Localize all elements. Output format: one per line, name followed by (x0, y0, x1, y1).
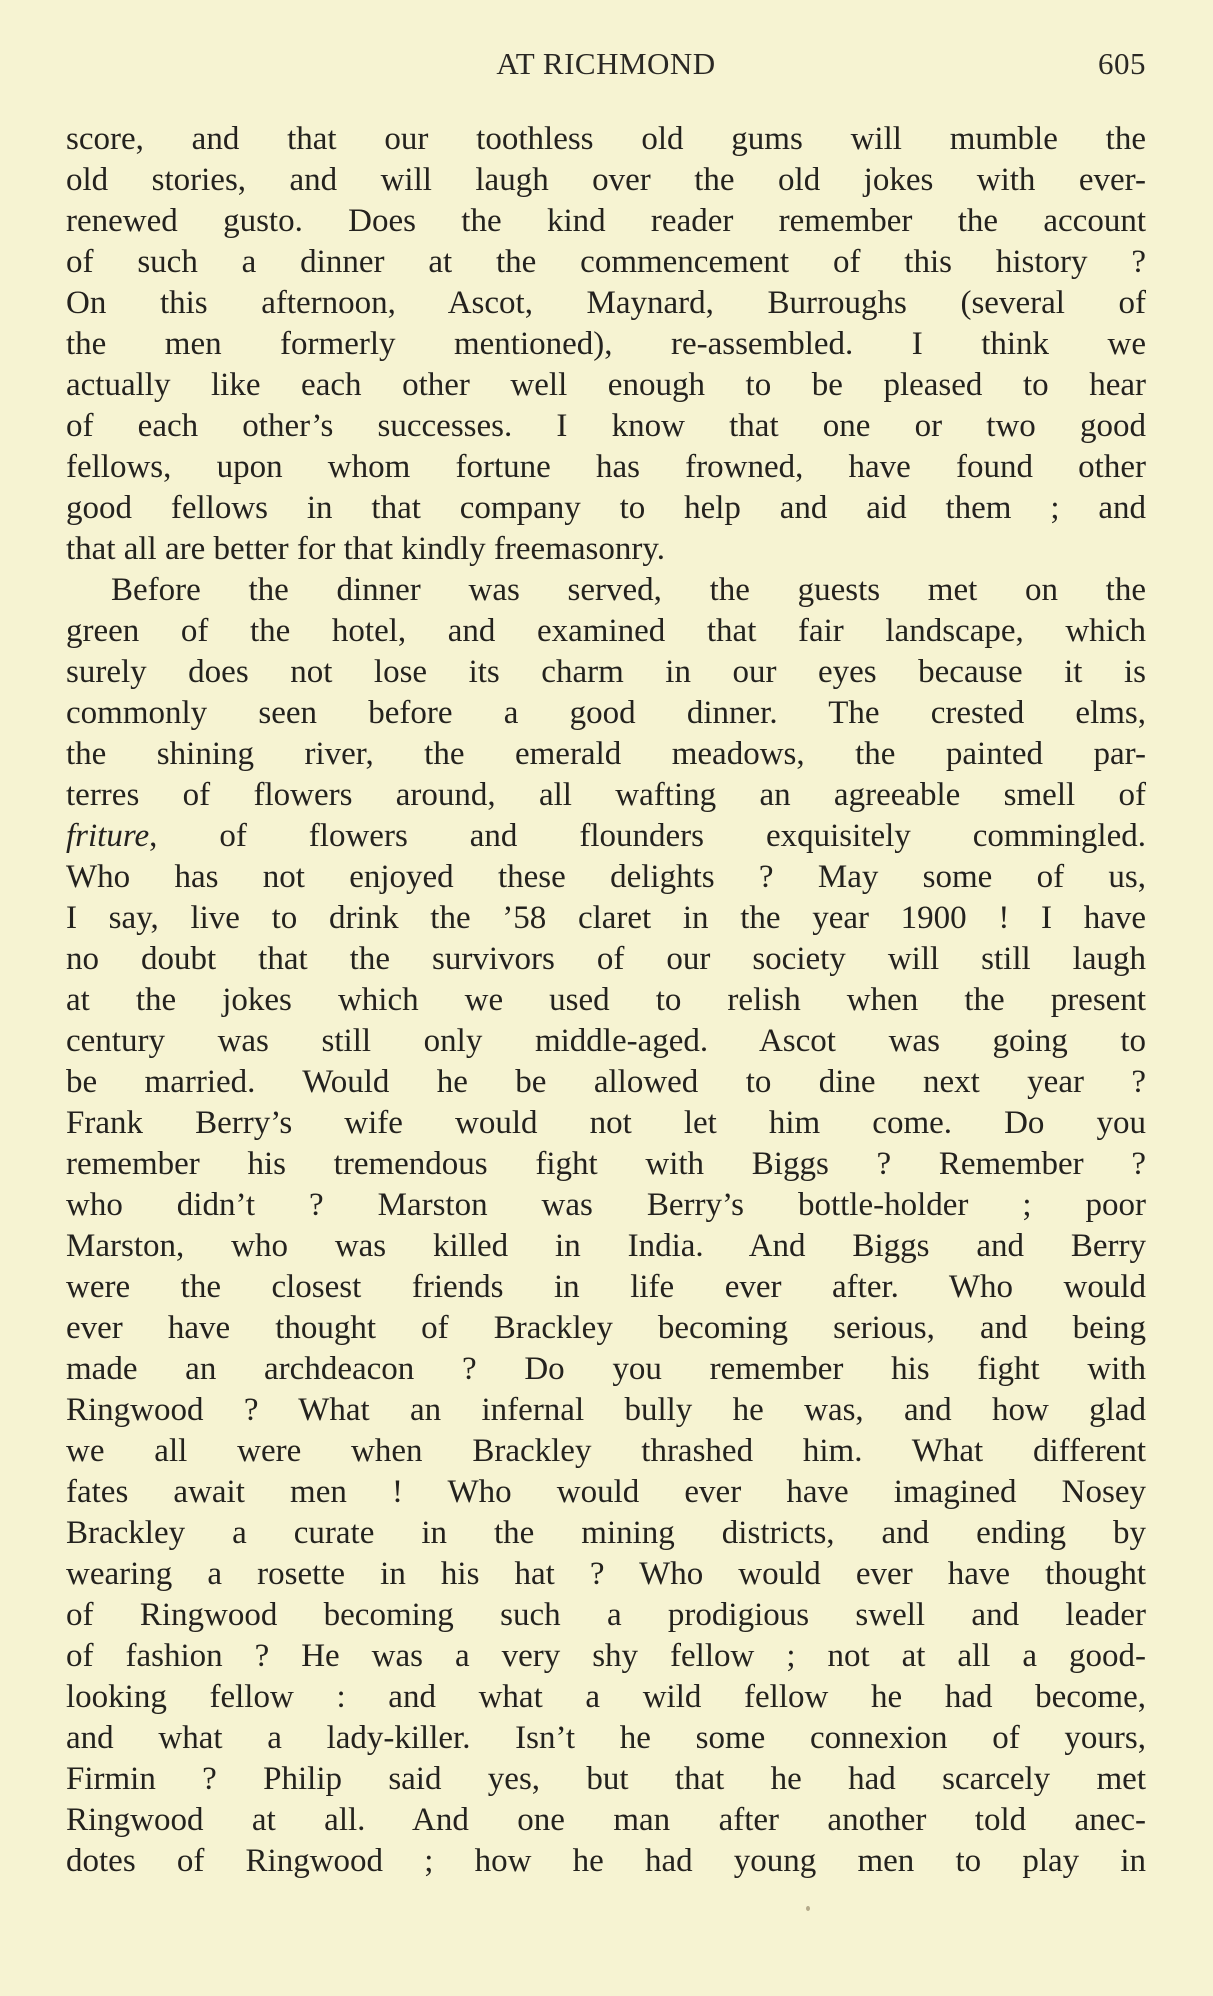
running-head (66, 46, 1146, 86)
text-line: of Ringwood becoming such a prodigious swell and leader (66, 1597, 1146, 1633)
text-line: good fellows in that company to help and aid them ; and (66, 490, 1146, 526)
text-line: and what a lady-killer. Isn’t he some connexion of yours, (66, 1720, 1146, 1756)
text-line: Marston, who was killed in India. And Biggs and Berry (66, 1228, 1146, 1264)
text-line: no doubt that the survivors of our society will still laugh (66, 941, 1146, 977)
text-line: were the closest friends in life ever after. Who would (66, 1269, 1146, 1305)
text-line: the men formerly mentioned), re-assembled. I think we (66, 326, 1146, 362)
text-line: century was still only middle-aged. Ascot was going to (66, 1023, 1146, 1059)
text-line: friture, of flowers and flounders exquisitely commingled. (66, 818, 1146, 854)
text-line: looking fellow : and what a wild fellow he had become, (66, 1679, 1146, 1715)
text-line: we all were when Brackley thrashed him. What different (66, 1433, 1146, 1469)
text-line: remember his tremendous fight with Biggs ? Remember ? (66, 1146, 1146, 1182)
text-line: be married. Would he be allowed to dine next year ? (66, 1064, 1146, 1100)
text-line: commonly seen before a good dinner. The crested elms, (66, 695, 1146, 731)
text-line: Firmin ? Philip said yes, but that he had scarcely met (66, 1761, 1146, 1797)
text-line: Ringwood ? What an infernal bully he was, and how glad (66, 1392, 1146, 1428)
text-line: dotes of Ringwood ; how he had young men to play in (66, 1843, 1146, 1879)
text-line: the shining river, the emerald meadows, the painted par- (66, 736, 1146, 772)
text-line: ever have thought of Brackley becoming serious, and being (66, 1310, 1146, 1346)
text-line: score, and that our toothless old gums will mumble the (66, 121, 1146, 157)
text-line: that all are better for that kindly freemasonry. (66, 531, 665, 567)
text-line: fellows, upon whom fortune has frowned, have found other (66, 449, 1146, 485)
text-line: Who has not enjoyed these delights ? May some of us, (66, 859, 1146, 895)
text-line: renewed gusto. Does the kind reader remember the account (66, 203, 1146, 239)
text-line: who didn’t ? Marston was Berry’s bottle-holder ; poor (66, 1187, 1146, 1223)
text-line: fates await men ! Who would ever have imagined Nosey (66, 1474, 1146, 1510)
text-line: actually like each other well enough to be pleased to hear (66, 367, 1146, 403)
text-line: of fashion ? He was a very shy fellow ; not at all a good- (66, 1638, 1146, 1674)
text-line: Ringwood at all. And one man after another told anec- (66, 1802, 1146, 1838)
text-line: wearing a rosette in his hat ? Who would ever have thought (66, 1556, 1146, 1592)
text-line: Before the dinner was served, the guests met on the (111, 572, 1146, 608)
paragraph-continued (66, 119, 1146, 570)
body-text (66, 119, 1146, 1882)
paper-speck (806, 1906, 810, 1911)
page-number: 605 (1098, 46, 1146, 81)
text-line: surely does not lose its charm in our eyes because it is (66, 654, 1146, 690)
text-line: old stories, and will laugh over the old jokes with ever- (66, 162, 1146, 198)
text-line: green of the hotel, and examined that fair landscape, which (66, 613, 1146, 649)
text-line: of such a dinner at the commencement of this history ? (66, 244, 1146, 280)
text-line: terres of flowers around, all wafting an agreeable smell of (66, 777, 1146, 813)
running-head-title: AT RICHMOND (496, 46, 716, 81)
text-line: at the jokes which we used to relish when the present (66, 982, 1146, 1018)
text-line: Frank Berry’s wife would not let him come. Do you (66, 1105, 1146, 1141)
text-line: On this afternoon, Ascot, Maynard, Burroughs (several of (66, 285, 1146, 321)
text-line: Brackley a curate in the mining districts, and ending by (66, 1515, 1146, 1551)
text-line: I say, live to drink the ’58 claret in the year 1900 ! I have (66, 900, 1146, 936)
text-line: of each other’s successes. I know that one or two good (66, 408, 1146, 444)
paragraph-dinner (66, 570, 1146, 1882)
text-line: made an archdeacon ? Do you remember his fight with (66, 1351, 1146, 1387)
